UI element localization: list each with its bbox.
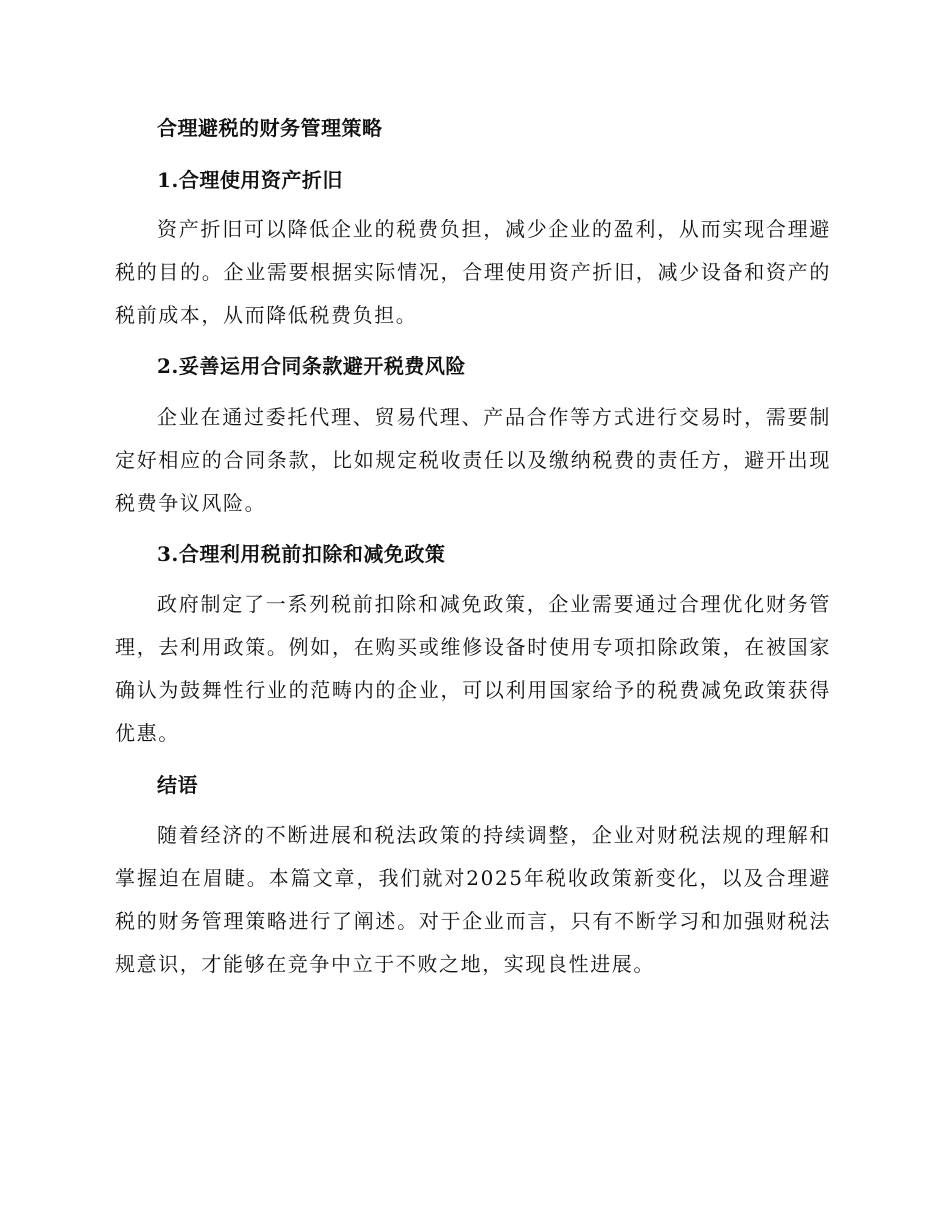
paragraph-contract-terms: 企业在通过委托代理、贸易代理、产品合作等方式进行交易时，需要制定好相应的合同条款，比如规定税收责任以及缴纳税费的责任方，避开出现税费争议风险。	[115, 405, 831, 515]
heading-deduction-policy: 3.合理利用税前扣除和减免政策	[157, 542, 446, 566]
paragraph-conclusion: 随着经济的不断进展和税法政策的持续调整，企业对财税法规的理解和掌握迫在眉睫。本篇文章，我们就对2025年税收政策新变化，以及合理避税的财务管理策略进行了阐述。对于企业而言，只有不断学习和加强财税法规意识，才能够在竞争中立于不败之地，实现良性进展。	[115, 823, 831, 976]
heading-conclusion: 结语	[157, 773, 198, 797]
paragraph-asset-depreciation: 资产折旧可以降低企业的税费负担，减少企业的盈利，从而实现合理避税的目的。企业需要根据实际情况，合理使用资产折旧，减少设备和资产的税前成本，从而降低税费负担。	[115, 217, 831, 327]
section-title: 合理避税的财务管理策略	[157, 116, 383, 140]
heading-asset-depreciation: 1.合理使用资产折旧	[157, 168, 343, 192]
paragraph-deduction-policy: 政府制定了一系列税前扣除和减免政策，企业需要通过合理优化财务管理，去利用政策。例如，在购买或维修设备时使用专项扣除政策，在被国家确认为鼓舞性行业的范畴内的企业，可以利用国家给予的税费减免政策获得优惠。	[115, 592, 831, 745]
heading-contract-terms: 2.妥善运用合同条款避开税费风险	[157, 354, 466, 378]
